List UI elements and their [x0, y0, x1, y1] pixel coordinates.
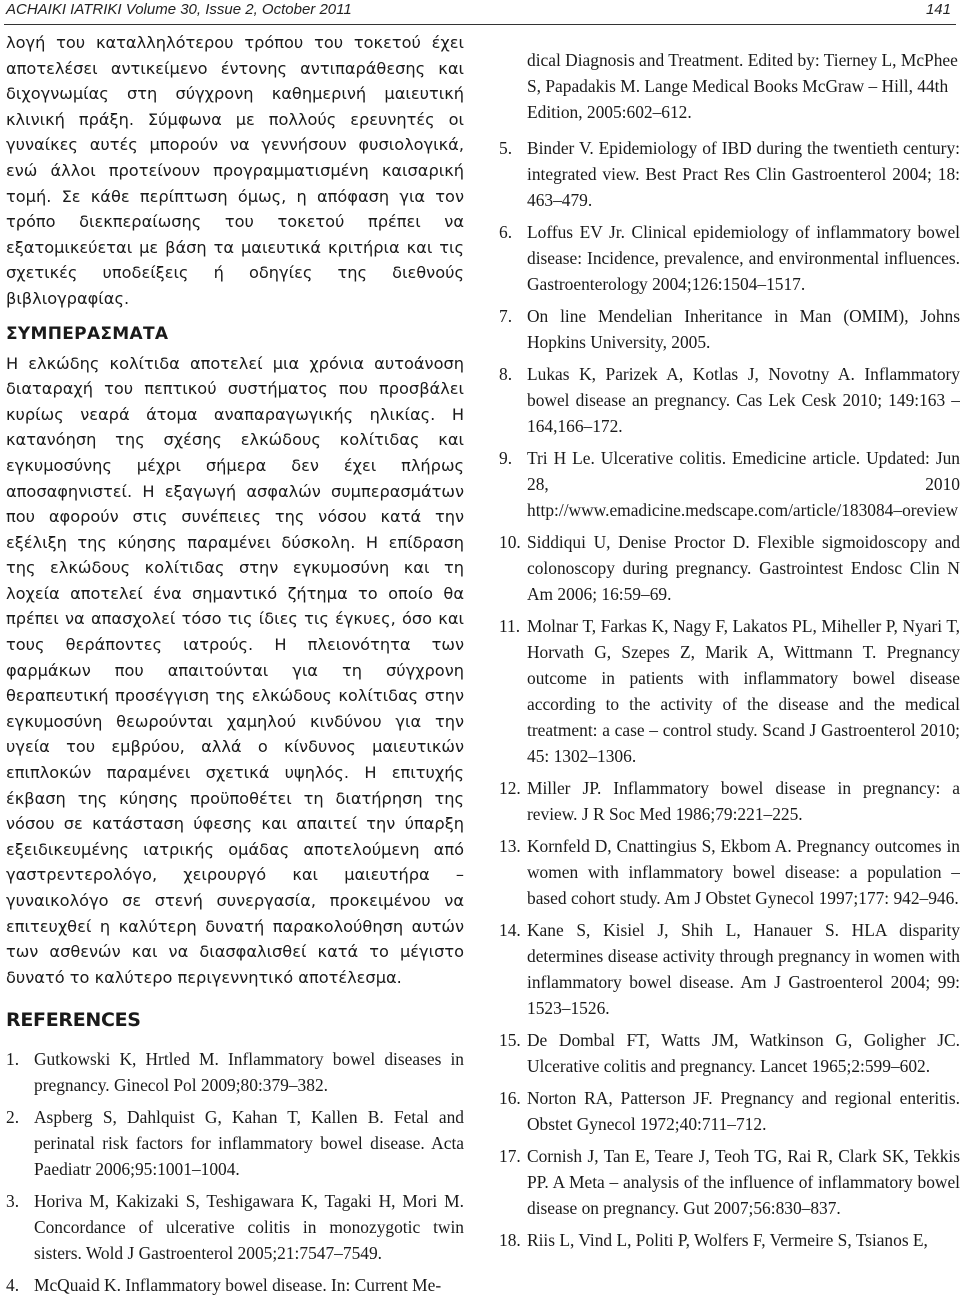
reference-text: Molnar T, Farkas K, Nagy F, Lakatos PL, Miheller P, Nyari T, Horvath G, Szepes Z, Marik A, Wittmann T. Pregnancy outcome in patients with inflammatory bowel disease according to the activity of the disease and the medical treatment: a case – control study. Scand J Gastroenterol 2010; 45: 1302–1306. [527, 616, 960, 766]
reference-number: 15. [499, 1030, 521, 1050]
reference-item [499, 445, 960, 523]
reference-text: On line Mendelian Inheritance in Man (OMIM), Johns Hopkins University, 2005. [527, 306, 960, 352]
right-column [499, 47, 960, 1259]
reference-item [499, 1143, 960, 1221]
reference-number: 17. [499, 1146, 521, 1166]
reference-number: 18. [499, 1230, 521, 1250]
reference-text: Loffus EV Jr. Clinical epidemiology of inflammatory bowel disease: Incidence, prevalence, and environmental influences. Gastroenterology 2004;126:1504–1517. [527, 222, 960, 294]
reference-item [499, 833, 960, 911]
reference-text: De Dombal FT, Watts JM, Watkinson G, Goligher JC. Ulcerative colitis and pregnancy. Lancet 1965;2:599–602. [527, 1030, 960, 1076]
page-header [0, 0, 960, 28]
reference-number: 13. [499, 836, 521, 856]
reference-number: 1. [6, 1049, 20, 1070]
reference-text: Binder V. Epidemiology of IBD during the twentieth century: integrated view. Best Pract Res Clin Gastroenterol 2004; 18: 463–479. [527, 138, 960, 210]
conclusions-paragraph: Η ελκώδης κολίτιδα αποτελεί μια χρόνια αυτοάνοση διαταραχή του πεπτικού συστήματος που προσβάλει κυρίως νεαρά άτομα αναπαραγωγικής ηλικίας. Η κατανόηση της σχέσης ελκώδους κολίτιδας και εγκυμοσύνης μέχρι σήμερα δεν έχει πλήρως αποσαφηνιστεί. Η εξαγωγή ασφαλών συμπερασμάτων που αφορούν στις συνέπειες της νόσου κατά την εξέλιξη της κύησης παραμένει δύσκολη. Η επίδραση της ελκώδους κολίτιδας στην εγκυμοσύνη και τη λοχεία αποτελεί ένα σημαντικό ζήτημα το οποίο θα πρέπει να απασχολεί τόσο τις ίδιες τις έγκυες, όσο και τους θεράποντες ιατρούς. Η πλειονότητα των φαρμάκων που απαιτούνται για τη σύγχρονη θεραπευτική προσέγγιση της ελκώδους κολίτιδας στην εγκυμοσύνη θεωρούνται χαμηλού κινδύνου για την υγεία του εμβρύου, αλλά ο κίνδυνος μαιευτικών επιπλοκών παραμένει σχετικά υψηλός. Η επιτυχής έκβαση της κύησης προϋποθέτει τη διατήρηση της νόσου σε κατάσταση ύφεσης και απαιτεί την ύπαρξη εξειδικευμένης ιατρικής ομάδας αποτελούμενη από γαστρεντερολόγο, χειρουργό και μαιευτήρα – γυναικολόγο σε στενή συνεργασία, προκειμένου να επιτευχθεί η καλύτερη δυνατή παρακολούθηση αυτών των ασθενών και να διασφαλισθεί κατά το μέγιστο δυνατό το καλύτερο περιγεννητικό αποτέλεσμα. [6, 353, 464, 987]
reference-number: 2. [6, 1107, 20, 1128]
reference-item [499, 613, 960, 769]
reference-text: Riis L, Vind L, Politi P, Wolfers F, Vermeire S, Tsianos E, [527, 1230, 928, 1250]
reference-text: Lukas K, Parizek A, Kotlas J, Novotny A. Inflammatory bowel disease an pregnancy. Cas Lek Cesk 2010; 149:163 – 164,166–172. [527, 364, 960, 436]
reference-text: Cornish J, Tan E, Teare J, Teoh TG, Rai R, Clark SK, Tekkis PP. A Meta – analysis of the influence of inflammatory bowel disease on pregnancy. Gut 2007;56:830–837. [527, 1146, 960, 1218]
references-heading: REFERENCES [6, 1009, 141, 1032]
reference-number: 16. [499, 1088, 521, 1108]
reference-text: McQuaid K. Inflammatory bowel disease. In: Current Me- [34, 1275, 442, 1296]
journal-title: ACHAIKI IATRIKI Volume 30, Issue 2, October 2011 [6, 1, 352, 18]
reference-item [499, 219, 960, 297]
reference-continuation: dical Diagnosis and Treatment. Edited by: Tierney L, McPhee S, Papadakis M. Lange Medical Books McGraw – Hill, 44th Edition, 2005:602–612. [527, 50, 958, 122]
reference-number: 14. [499, 920, 521, 940]
reference-number: 8. [499, 364, 513, 384]
reference-text: Siddiqui U, Denise Proctor D. Flexible sigmoidoscopy and colonoscopy during pregnancy. Gastrointest Endosc Clin N Am 2006; 16:59–69. [527, 532, 960, 604]
reference-text: Norton RA, Patterson JF. Pregnancy and regional enteritis. Obstet Gynecol 1972;40:711–712. [527, 1088, 960, 1134]
reference-text: Horiva M, Kakizaki S, Teshigawara K, Tagaki H, Mori M. Concordance of ulcerative colitis in monozygotic twin sisters. Wold J Gastroenterol 2005;21:7547–7549. [34, 1191, 464, 1264]
reference-number: 10. [499, 532, 521, 552]
reference-item [6, 1188, 464, 1266]
header-divider [4, 24, 956, 25]
reference-item [499, 1027, 960, 1079]
reference-text: Miller JP. Inflammatory bowel disease in pregnancy: a review. J R Soc Med 1986;79:221–225. [527, 778, 960, 824]
reference-number: 3. [6, 1191, 20, 1212]
reference-item [499, 529, 960, 607]
reference-item [499, 775, 960, 827]
intro-paragraph: λογή του καταλληλότερου τρόπου του τοκετού έχει αποτελέσει αντικείμενο έντονης αντιπαράθεσης και διχογνωμίας στη σύγχρονη καθημερινή μαιευτική κλινική πράξη. Σύμφωνα με πολλούς ερευνητές οι γυναίκες αυτές μπορούν να γεννήσουν φυσιολογικά, ενώ άλλοι προτείνουν προγραμματισμένη καισαρική τομή. Σε κάθε περίπτωση όμως, η απόφαση για τον τρόπο διεκπεραίωσης του τοκετού πρέπει να εξατομικεύεται με βάση τα μαιευτικά κριτήρια και τις σχετικές υποδείξεις ή οδηγίες της διεθνούς βιβλιογραφίας. [6, 33, 464, 308]
page-number: 141 [925, 1, 951, 18]
reference-list-right [499, 135, 960, 1253]
reference-text: Kane S, Kisiel J, Shih L, Hanauer S. HLA disparity determines disease activity through pregnancy in women with inflammatory bowel disease. Am J Gastroenterol 2004; 99: 1523–1526. [527, 920, 960, 1018]
conclusions-heading: ΣΥΜΠΕΡΑΣΜΑΤΑ [6, 323, 169, 344]
left-column [6, 30, 464, 1304]
reference-item [6, 1272, 464, 1298]
reference-item [499, 361, 960, 439]
reference-item [6, 1104, 464, 1182]
reference-number: 11. [499, 616, 521, 636]
reference-item [499, 135, 960, 213]
reference-text: Aspberg S, Dahlquist G, Kahan T, Kallen B. Fetal and perinatal risk factors for inflammatory bowel disease. Acta Paediatr 2006;95:1001–1004. [34, 1107, 464, 1180]
reference-item [6, 1046, 464, 1098]
reference-number: 5. [499, 138, 513, 158]
reference-item [499, 303, 960, 355]
reference-list-left [6, 1046, 464, 1298]
reference-item [499, 917, 960, 1021]
reference-number: 6. [499, 222, 513, 242]
reference-item [499, 1227, 960, 1253]
reference-text: Kornfeld D, Cnattingius S, Ekbom A. Pregnancy outcomes in women with inflammatory bowel disease: a population – based cohort study. Am J Obstet Gynecol 1997;177: 942–946. [527, 836, 960, 908]
reference-number: 7. [499, 306, 513, 326]
reference-number: 4. [6, 1275, 20, 1296]
reference-item [499, 1085, 960, 1137]
reference-number: 12. [499, 778, 521, 798]
reference-number: 9. [499, 448, 513, 468]
reference-text: Gutkowski K, Hrtled M. Inflammatory bowel diseases in pregnancy. Ginecol Pol 2009;80:379–382. [34, 1049, 464, 1096]
reference-text: Tri H Le. Ulcerative colitis. Emedicine article. Updated: Jun 28, 2010 http://www.emadicine.medscape.com/article/183084–oreview [527, 448, 960, 520]
